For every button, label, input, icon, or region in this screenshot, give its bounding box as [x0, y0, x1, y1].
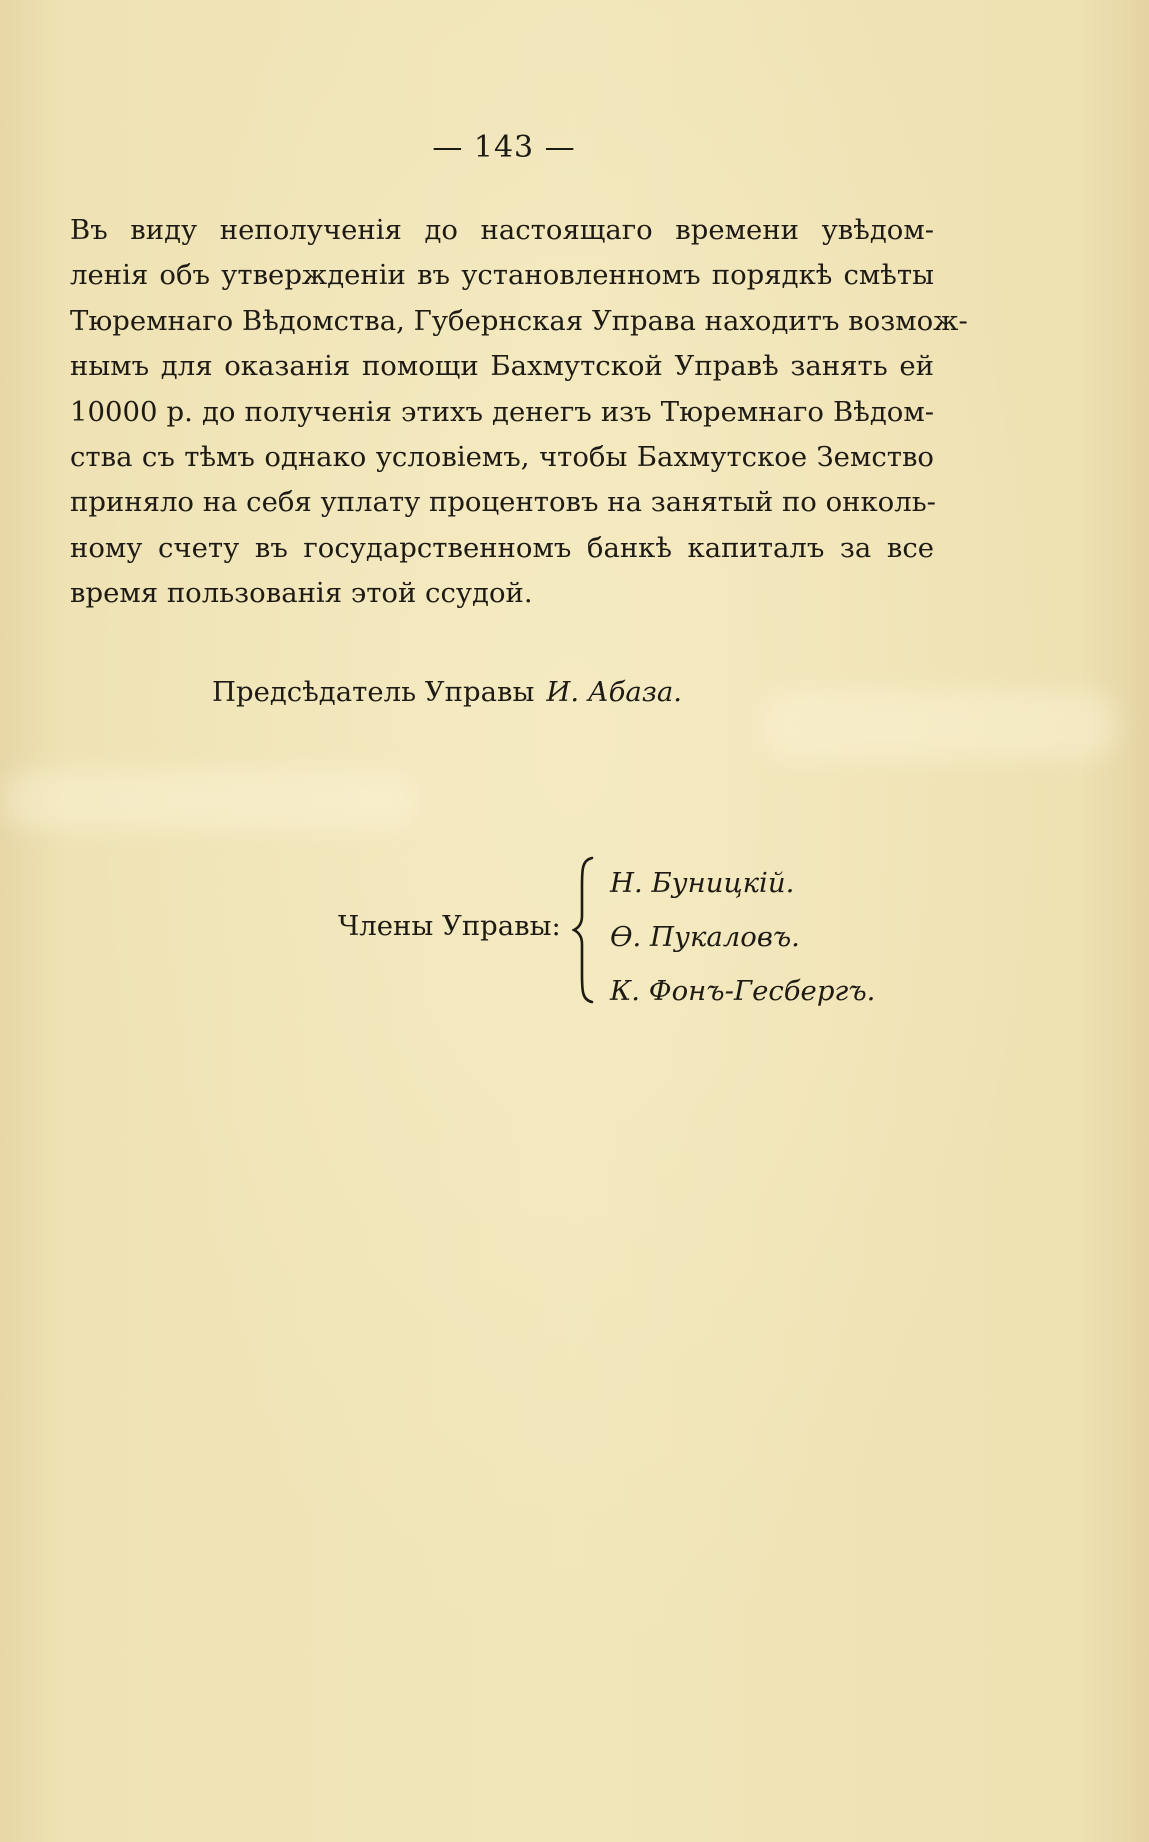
paragraph-line: приняло на себя уплату процентовъ на занятый по онколь- [70, 486, 936, 519]
paragraph-line: время пользованія этой ссудой. [70, 577, 533, 610]
chairman-title: Предсѣдатель Управы [212, 676, 535, 708]
paragraph-line: нымъ для оказанія помощи Бахмутской Управѣ занять ей [70, 350, 934, 383]
paragraph-line: ленія объ утвержденіи въ установленномъ порядкѣ смѣты [70, 259, 934, 292]
body-paragraph [70, 208, 968, 617]
paper-stain [760, 690, 1120, 760]
member-name: К. Фонъ-Гесбергъ. [610, 975, 876, 1007]
paragraph-line: ства съ тѣмъ однако условіемъ, чтобы Бахмутское Земство [70, 441, 934, 474]
board-members-block [338, 856, 898, 1006]
curly-brace-icon [572, 856, 598, 1004]
paragraph-line: Тюремнаго Вѣдомства, Губернская Управа находитъ возмож- [70, 304, 968, 337]
page-number: — 143 — [432, 130, 576, 165]
paragraph-line: ному счету въ государственномъ банкѣ капиталъ за все [70, 531, 934, 564]
member-name: Ѳ. Пукаловъ. [610, 921, 800, 953]
chairman-signature-line [212, 676, 682, 708]
members-list [610, 856, 875, 1018]
paper-stain [0, 770, 420, 830]
member-name: Н. Буницкій. [610, 867, 795, 899]
paragraph-line: Въ виду неполученія до настоящаго времени увѣдом- [70, 214, 934, 246]
paragraph-line: 10000 р. до полученія этихъ денегъ изъ Тюремнаго Вѣдом- [70, 395, 934, 428]
members-label: Члены Управы: [338, 910, 561, 942]
chairman-signature: И. Абаза. [546, 676, 682, 708]
